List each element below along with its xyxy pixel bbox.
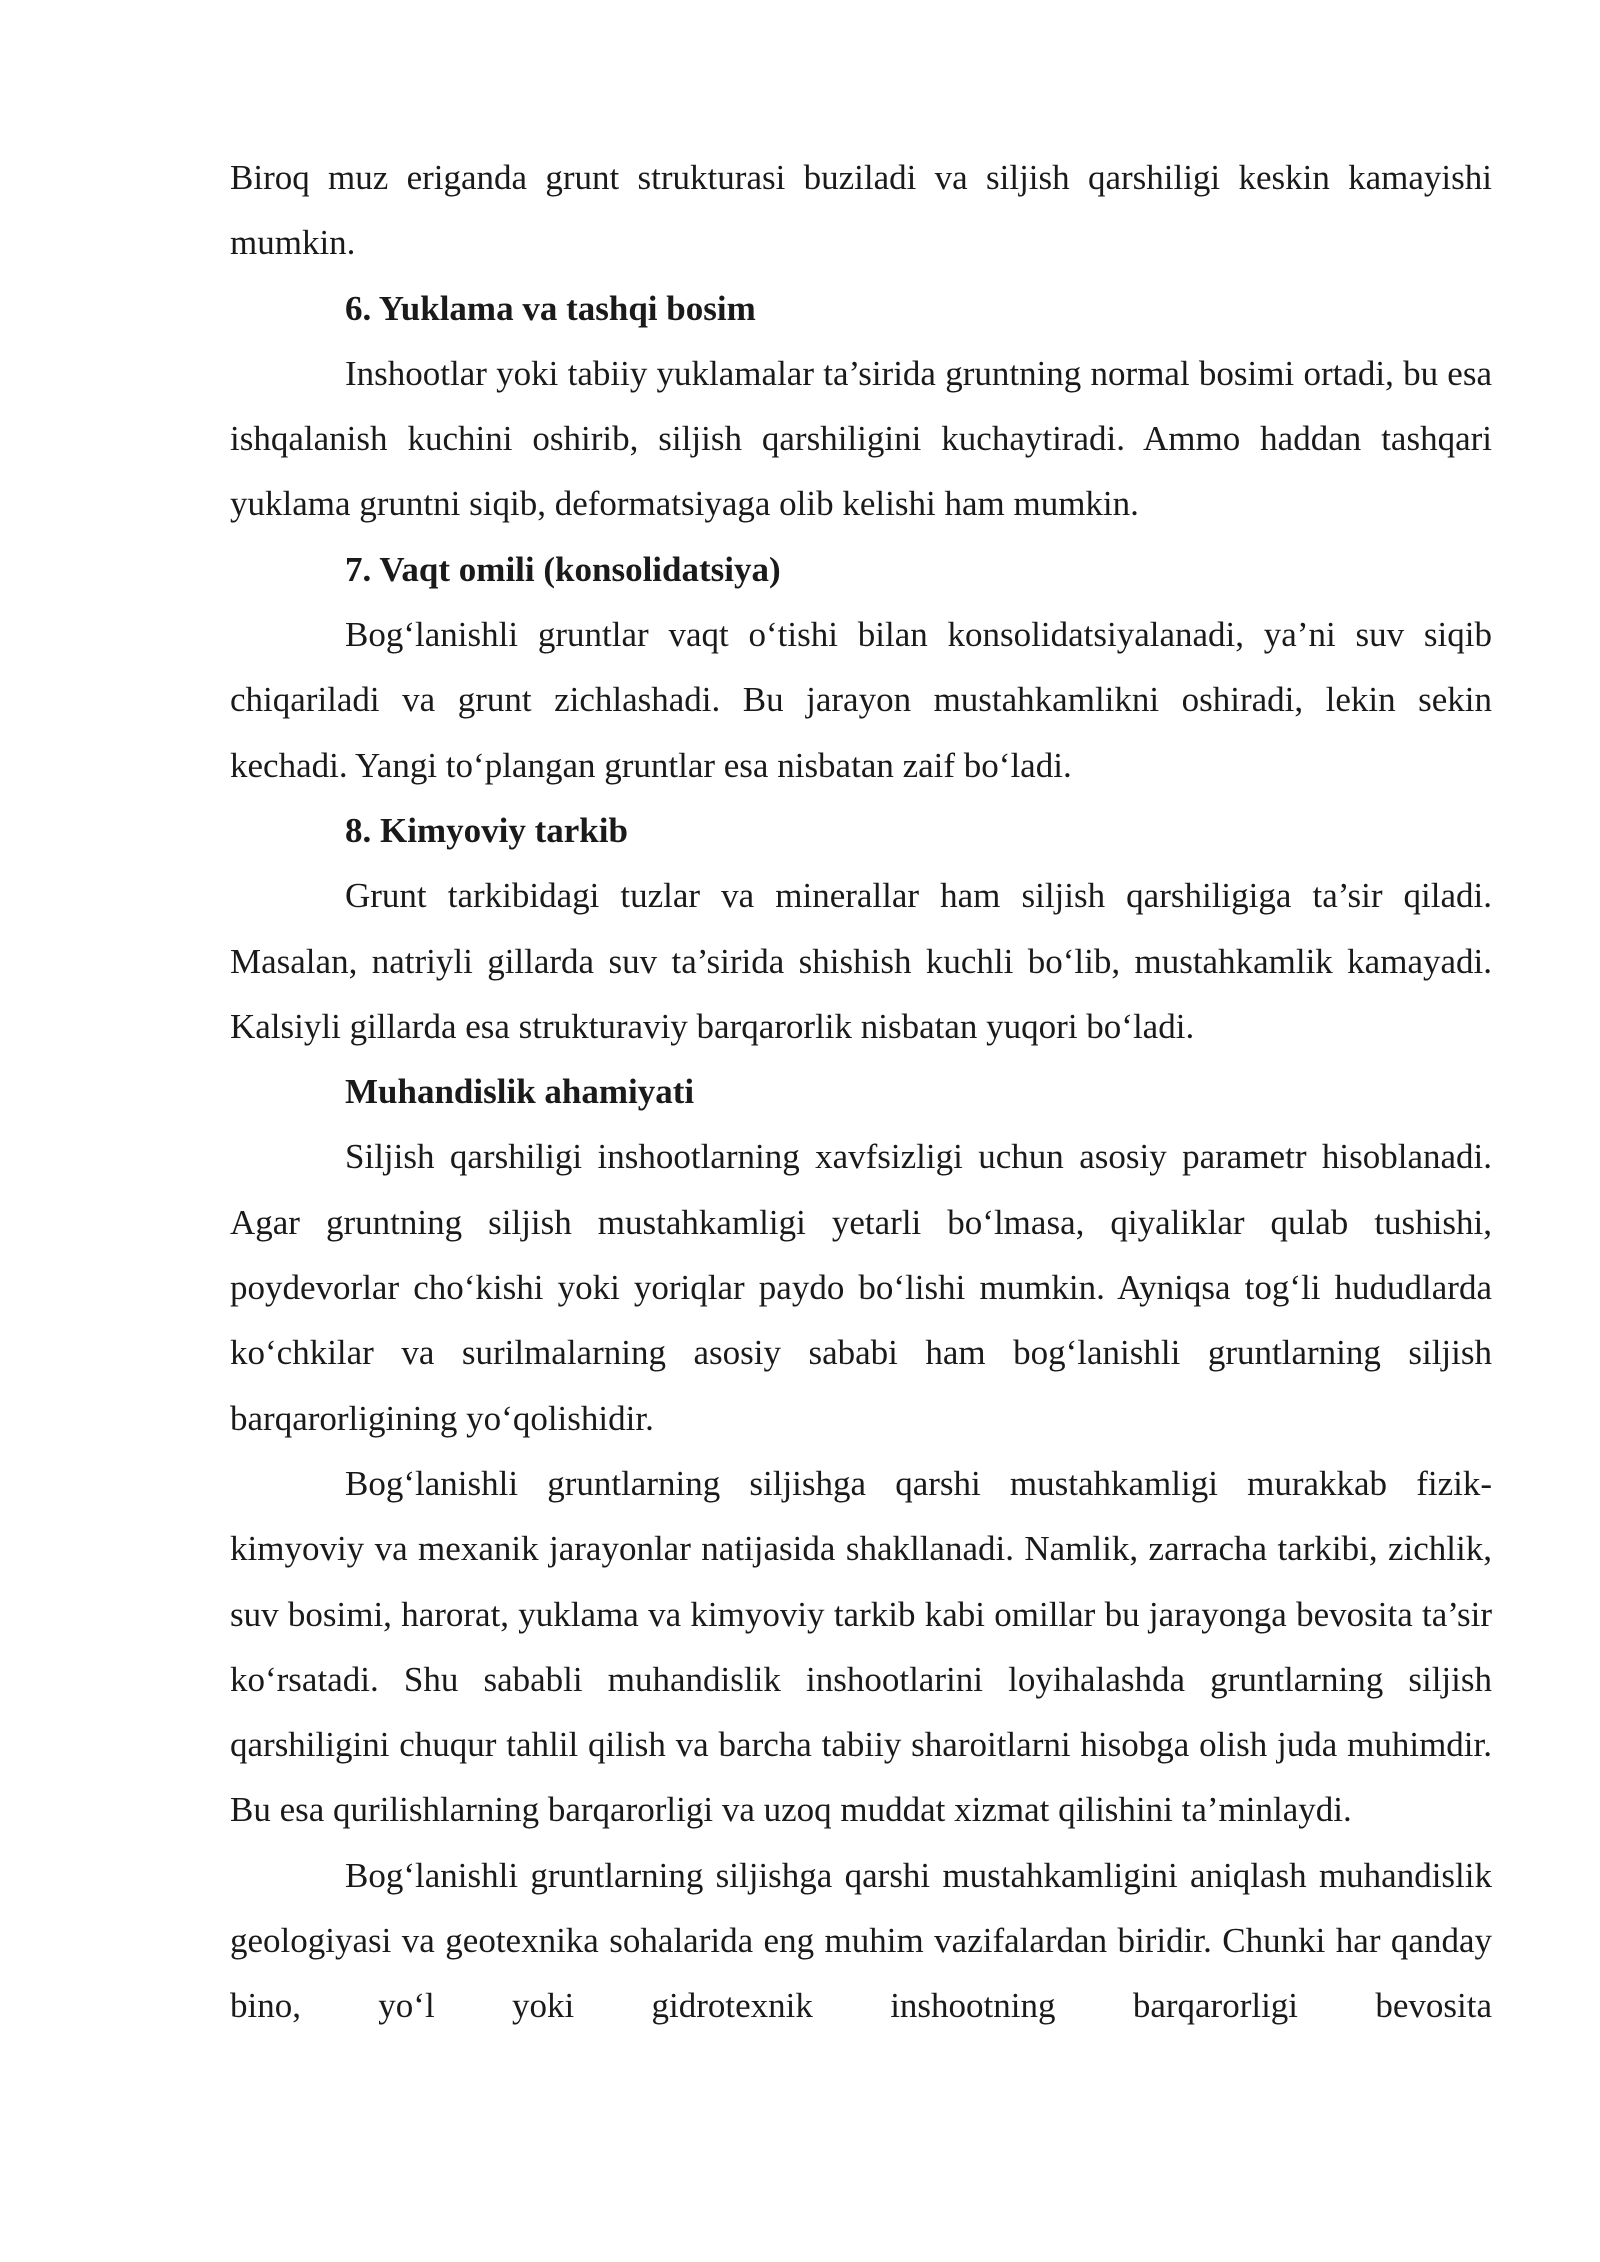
section-heading-7: 7. Vaqt omili (konsolidatsiya) [345, 549, 781, 589]
section-heading-8: 8. Kimyoviy tarkib [345, 810, 628, 850]
paragraph-section-7: Bog‘lanishli gruntlar vaqt o‘tishi bilan konsolidatsiyalanadi, ya’ni suv siqib chiqariladi va grunt zichlashadi. Bu jarayon mustahkamlikni oshiradi, lekin sekin kechadi. Yangi to‘plangan gruntlar esa nisbatan zaif bo‘ladi. [230, 615, 1492, 785]
paragraph-section-6: Inshootlar yoki tabiiy yuklamalar ta’sirida gruntning normal bosimi ortadi, bu esa ishqalanish kuchini oshirib, siljish qarshiligini kuchaytiradi. Ammo haddan tashqari yuklama gruntni siqib, deformatsiyaga olib kelishi ham mumkin. [230, 353, 1492, 524]
paragraph-engineering-3: Bog‘lanishli gruntlarning siljishga qarshi mustahkamligini aniqlash muhandislik geologiyasi va geotexnika sohalarida eng muhim vazifalardan biridir. Chunki har qanday bino, yo‘l yoki gidrotexnik inshootning barqarorligi bevosita [230, 1855, 1492, 2026]
paragraph-section-8: Grunt tarkibidagi tuzlar va minerallar ham siljish qarshiligiga ta’sir qiladi. Masalan, natriyli gillarda suv ta’sirida shishish kuchli bo‘lib, mustahkamlik kamayadi. Kalsiyli gillarda esa strukturaviy barqarorlik nisbatan yuqori bo‘ladi. [230, 876, 1492, 1046]
paragraph-engineering-2: Bog‘lanishli gruntlarning siljishga qarshi mustahkamligi murakkab fizik-kimyoviy va mexanik jarayonlar natijasida shakllanadi. Namlik, zarracha tarkibi, zichlik, suv bosimi, harorat, yuklama va kimyoviy tarkib kabi omillar bu jarayonga bevosita ta’sir ko‘rsatadi. Shu sababli muhandislik inshootlarini loyihalashda gruntlarning siljish qarshiligini chuqur tahlil qilish va barcha tabiiy sharoitlarni hisobga olish juda muhimdir. Bu esa qurilishlarning barqarorligi va uzoq muddat xizmat qilishini ta’minlaydi. [230, 1463, 1492, 1830]
document-page [230, 145, 1492, 2039]
section-heading-engineering: Muhandislik ahamiyati [345, 1072, 695, 1112]
paragraph-engineering-1: Siljish qarshiligi inshootlarning xavfsizligi uchun asosiy parametr hisoblanadi. Agar gruntning siljish mustahkamligi yetarli bo‘lmasa, qiyaliklar qulab tushishi, poydevorlar cho‘kishi yoki yoriqlar paydo bo‘lishi mumkin. Ayniqsa tog‘li hududlarda ko‘chkilar va surilmalarning asosiy sababi ham bog‘lanishli gruntlarning siljish barqarorligining yo‘qolishidir. [230, 1137, 1492, 1438]
paragraph-intro: Biroq muz eriganda grunt strukturasi buziladi va siljish qarshiligi keskin kamayishi mumkin. [230, 158, 1492, 263]
section-heading-6: 6. Yuklama va tashqi bosim [345, 288, 756, 328]
